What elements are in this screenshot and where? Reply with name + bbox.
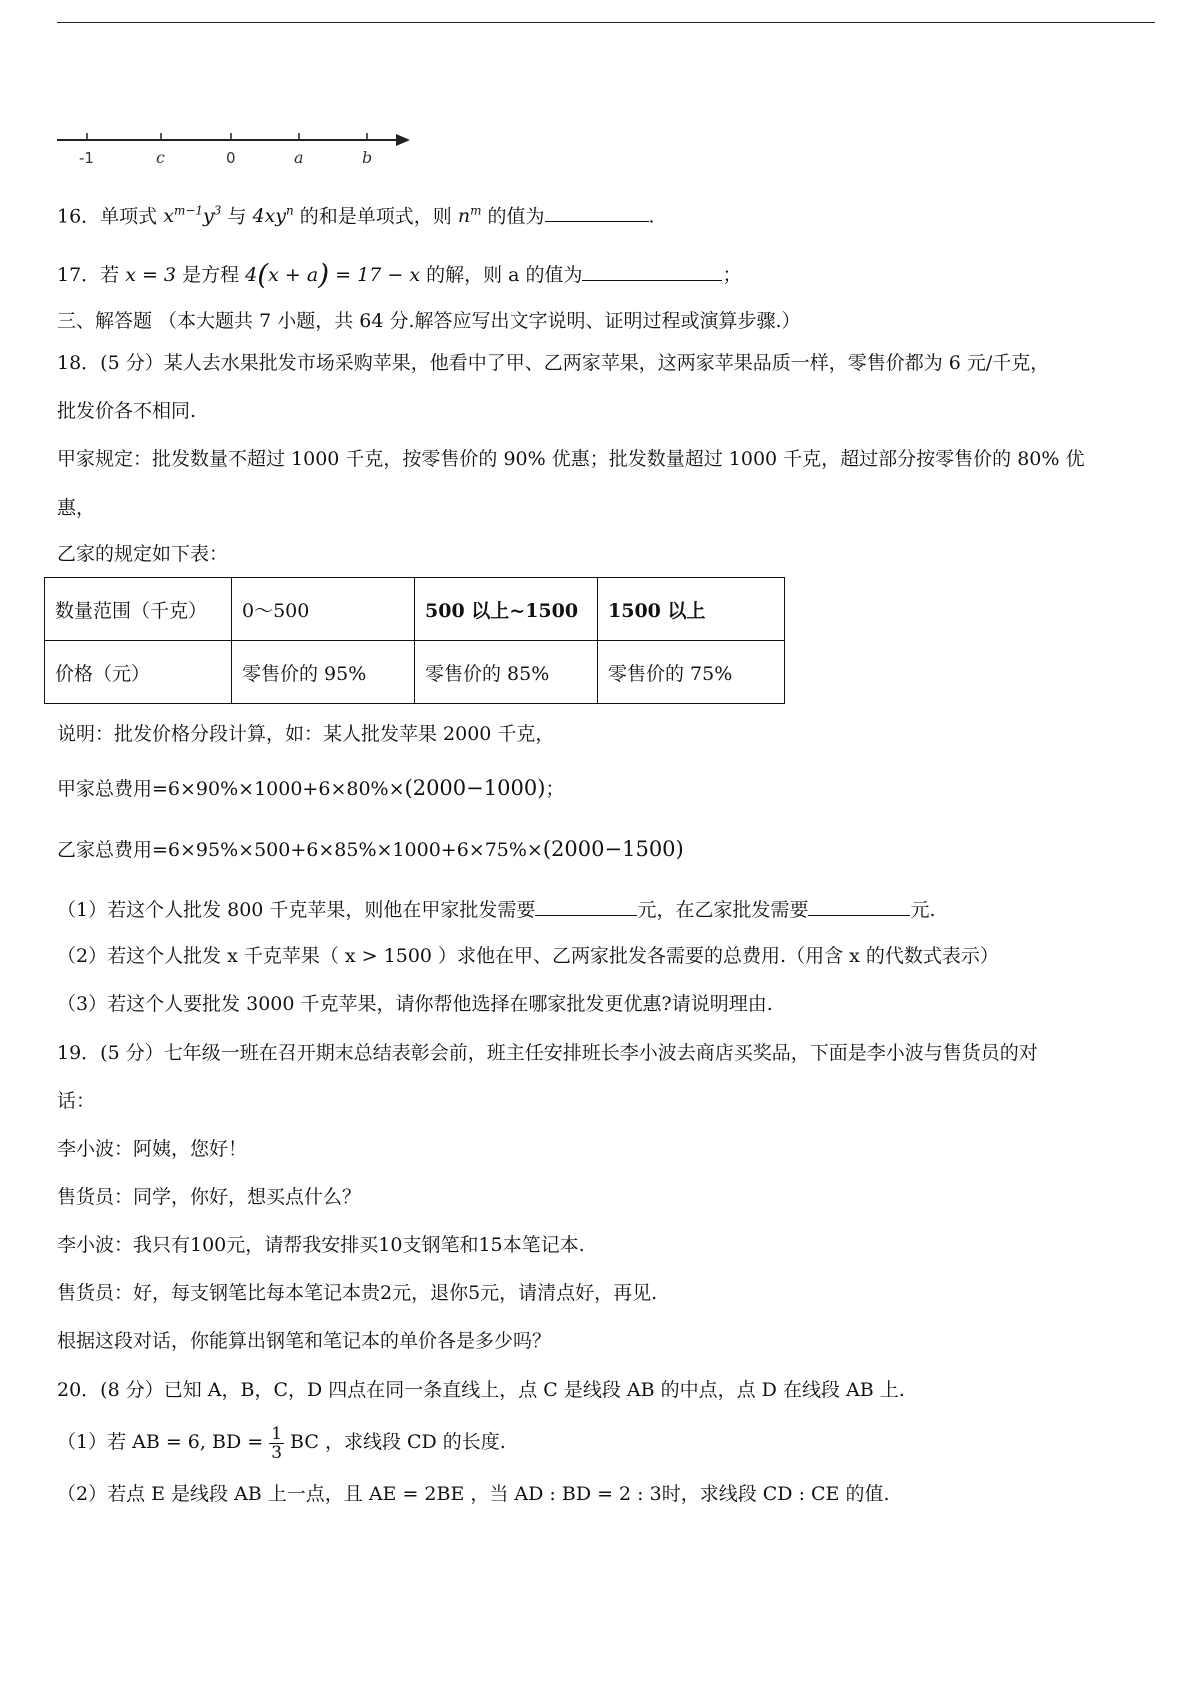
- question-18-line-3: 甲家规定：批发数量不超过 1000 千克，按零售价的 90% 优惠；批发数量超过 1000 千克，超过部分按零售价的 80% 优: [57, 448, 1085, 470]
- label-0: 0: [226, 149, 236, 167]
- dialogue-1: 李小波：阿姨，您好！: [57, 1138, 248, 1160]
- number-line-arrow: [396, 134, 410, 146]
- table-cell: 零售价的 85%: [415, 641, 598, 704]
- q18-part-2: （2）若这个人批发 x 千克苹果（ x > 1500 ）求他在甲、乙两家批发各需要的总费用.（用含 x 的代数式表示）: [57, 945, 999, 967]
- answer-blank: [545, 201, 649, 222]
- q18-part-3: （3）若这个人要批发 3000 千克苹果，请你帮他选择在哪家批发更优惠?请说明理由.: [57, 993, 773, 1015]
- label-a: a: [294, 148, 304, 167]
- condition-x-eq-3: x = 3: [125, 264, 177, 286]
- question-20-line-1: 20．(8 分）已知 A，B，C，D 四点在同一条直线上，点 C 是线段 AB 的中点，点 D 在线段 AB 上.: [57, 1379, 905, 1401]
- number-line-figure: [55, 128, 415, 170]
- dialogue-2: 售货员：同学，你好，想买点什么？: [57, 1186, 362, 1208]
- table-row: [45, 578, 785, 641]
- question-17: 17．若 x = 3 是方程 4(x + a) = 17 − x 的解，则 a 的值为 ；: [57, 258, 742, 291]
- question-19-line-2: 话：: [57, 1090, 96, 1112]
- table-cell: 数量范围（千克）: [45, 578, 232, 641]
- answer-blank-jia: [535, 895, 637, 916]
- dialogue-4: 售货员：好，每支钢笔比每本笔记本贵2元，退你5元，请清点好，再见.: [57, 1282, 658, 1304]
- question-19-line-1: 19．(5 分）七年级一班在召开期末总结表彰会前，班主任安排班长李小波去商店买奖品，下面是李小波与售货员的对: [57, 1042, 1038, 1064]
- q20-part-1: （1）若 AB = 6, BD = $\frac{1}{3}$ BC ，求线段 CD 的长度.: [57, 1423, 506, 1463]
- answer-blank-yi: [808, 895, 910, 916]
- answer-blank: [582, 260, 722, 281]
- label-c: c: [156, 148, 165, 167]
- label-neg1: -1: [79, 149, 94, 167]
- equation: 4(x + a) = 17 − x: [245, 258, 421, 291]
- header-rule: [57, 22, 1155, 23]
- label-b: b: [362, 148, 373, 167]
- table-cell: 1500 以上: [598, 578, 785, 641]
- table-cell: 零售价的 95%: [232, 641, 415, 704]
- q18-note: 说明：批发价格分段计算，如：某人批发苹果 2000 千克，: [57, 723, 555, 745]
- price-table: [44, 577, 785, 704]
- question-16: 16．单项式 $x^{m-1}y^3$ 与 $4xy^n$ 的和是单项式，则 $n^m$ 的值为 .: [57, 198, 655, 229]
- table-cell: 价格（元）: [45, 641, 232, 704]
- question-19-prompt: 根据这段对话，你能算出钢笔和笔记本的单价各是多少吗？: [57, 1330, 552, 1352]
- table-row: [45, 641, 785, 704]
- question-18-line-2: 批发价各不相同.: [57, 400, 197, 422]
- table-cell: 0～500: [232, 578, 415, 641]
- q18-jia-total: 甲家总费用=6×90%×1000+6×80%×(2000−1000)；: [57, 776, 565, 800]
- table-cell: 零售价的 75%: [598, 641, 785, 704]
- question-18-line-4: 惠，: [57, 497, 96, 519]
- question-18-line-5: 乙家的规定如下表：: [57, 543, 229, 565]
- monomial-1: $x^{m-1}y^3$: [163, 204, 222, 228]
- question-18-line-1: 18．(5 分）某人去水果批发市场采购苹果，他看中了甲、乙两家苹果，这两家苹果品质一样，零售价都为 6 元/千克，: [57, 352, 1050, 374]
- dialogue-3: 李小波：我只有100元，请帮我安排买10支钢笔和15本笔记本.: [57, 1234, 585, 1256]
- q20-part-2: （2）若点 E 是线段 AB 上一点，且 AE = 2BE ，当 AD : BD = 2 : 3时，求线段 CD : CE 的值.: [57, 1483, 890, 1505]
- table-cell: 500 以上~1500: [415, 578, 598, 641]
- fraction-one-third: $\frac{1}{3}$: [271, 1423, 283, 1463]
- q18-part-1: （1）若这个人批发 800 千克苹果，则他在甲家批发需要 元，在乙家批发需要 元.: [57, 895, 936, 923]
- section-heading: 三、解答题 （本大题共 7 小题，共 64 分.解答应写出文字说明、证明过程或演算步骤.）: [57, 310, 801, 332]
- monomial-2: $4xy^n$: [252, 204, 294, 228]
- q18-yi-total: 乙家总费用=6×95%×500+6×85%×1000+6×75%×(2000−1500): [57, 837, 684, 861]
- expression-n-m: $n^m$: [457, 204, 482, 228]
